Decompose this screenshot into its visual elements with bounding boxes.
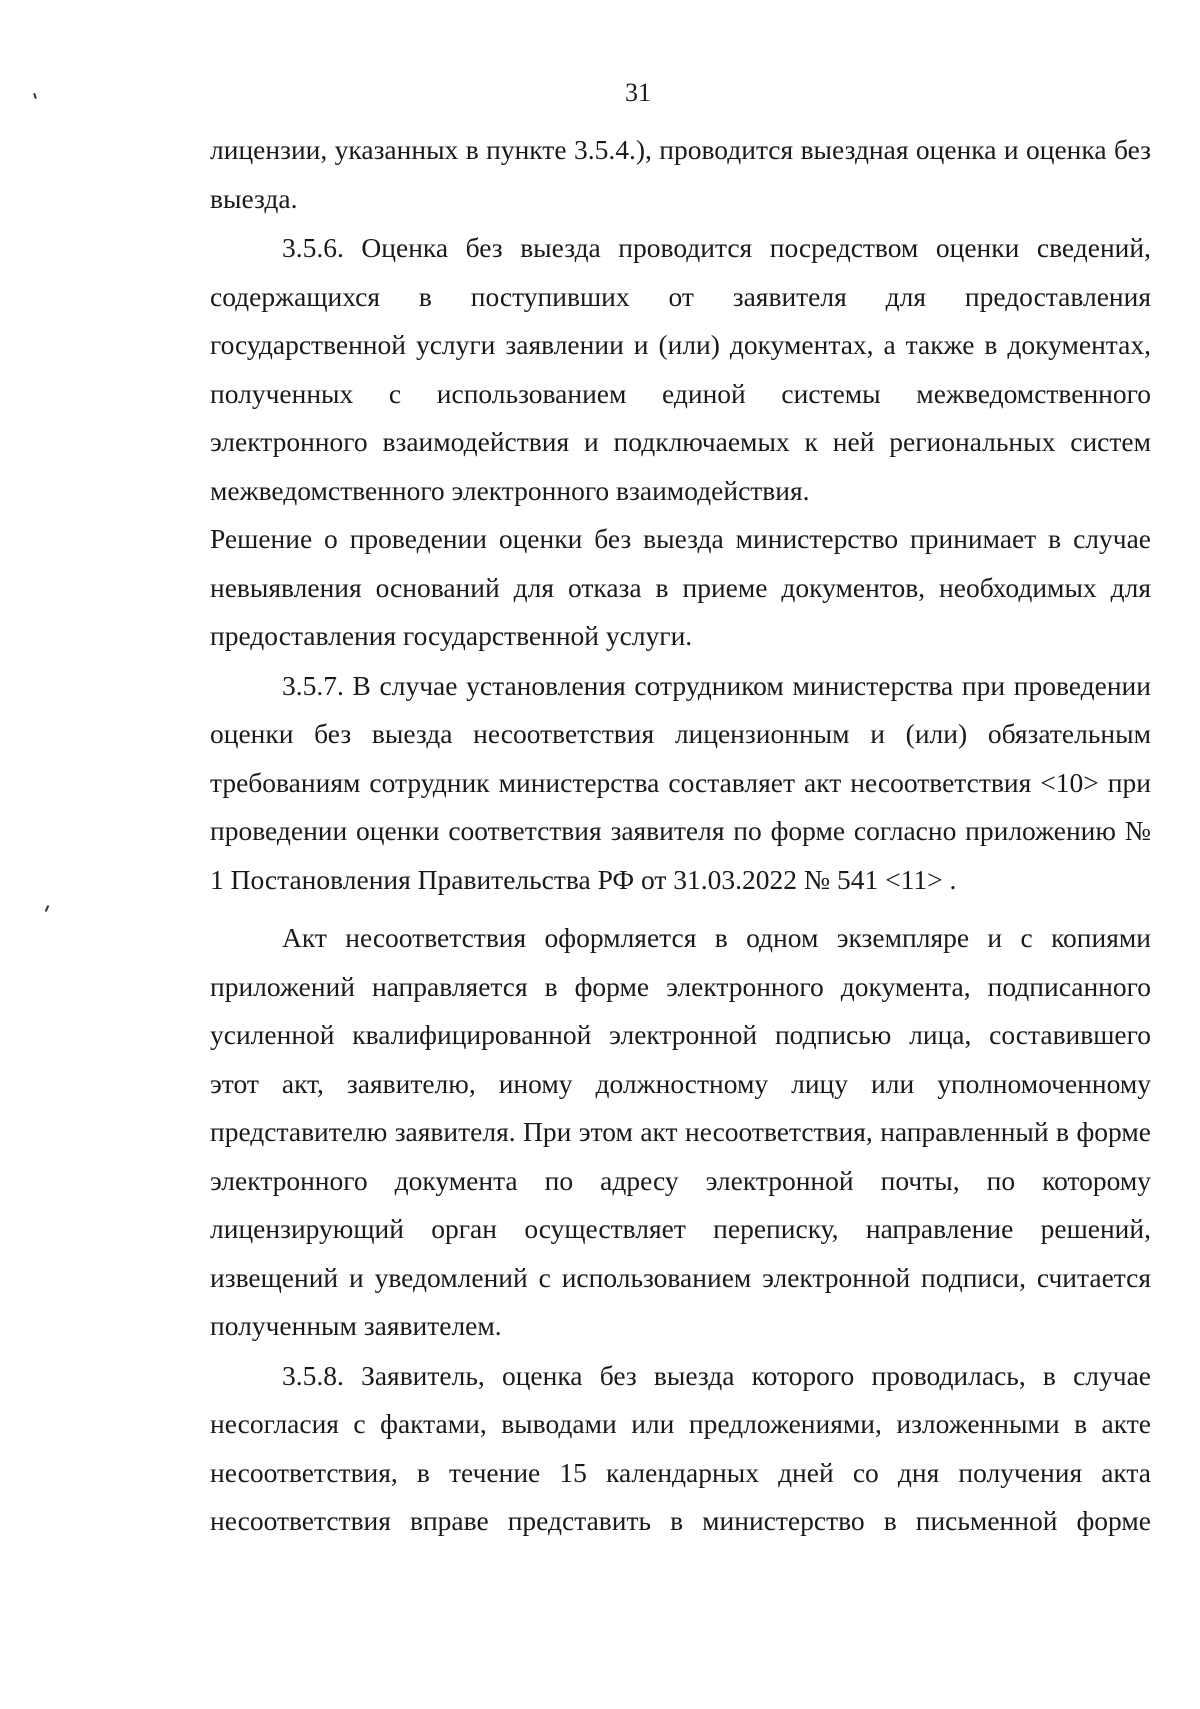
paragraph-decision: Решение о проведении оценки без выезда министерство принимает в случае невыявления оснований для отказа в приеме документов, необходимых для предоставления государственной услуги. xyxy=(210,523,1151,651)
paragraph-3-5-8: 3.5.8. Заявитель, оценка без выезда которого проводилась, в случае несогласия с фактами, выводами или предложениями, изложенными в акте несоответствия, в течение 15 календарных дней со дня получения акта несоответствия вправе представить в министерство в письменной форме xyxy=(210,1359,1151,1536)
page-number: 31 xyxy=(625,78,651,107)
paragraph-act-nonconformity: Акт несоответствия оформляется в одном экземпляре и с копиями приложений направляется в форме электронного документа, подписанного усиленной квалифицированной электронной подписью лица, составившего этот акт, заявителю, иному должностному лицу или уполномоченному представителю заявителя. При этом акт несоответствия, направленный в форме электронного документа по адресу электронной почты, по которому лицензирующий орган осуществляет переписку, направление решений, извещений и уведомлений с использованием электронной подписи, считается полученным заявителем. xyxy=(210,922,1151,1341)
document-body xyxy=(210,126,1151,1546)
paragraph-3-5-7: 3.5.7. В случае установления сотрудником министерства при проведении оценки без выезда несоответствия лицензионным и (или) обязательным требованиям сотрудник министерства составляет акт несоответствия <10> при проведении оценки соответствия заявителя по форме согласно приложению № 1 Постановления Правительства РФ от 31.03.2022 № 541 <11> . xyxy=(210,669,1151,895)
paragraph-3-5-6: 3.5.6. Оценка без выезда проводится посредством оценки сведений, содержащихся в поступивших от заявителя для предоставления государственной услуги заявлении и (или) документах, а также в документах, полученных с использованием единой системы межведомственного электронного взаимодействия и подключаемых к ней региональных систем межведомственного электронного взаимодействия. xyxy=(210,232,1151,506)
paragraph-continuation: лицензии, указанных в пункте 3.5.4.), проводится выездная оценка и оценка без выезда. xyxy=(210,134,1151,214)
scan-speck-top-left xyxy=(33,93,37,99)
scan-speck-mid-left xyxy=(45,905,50,912)
